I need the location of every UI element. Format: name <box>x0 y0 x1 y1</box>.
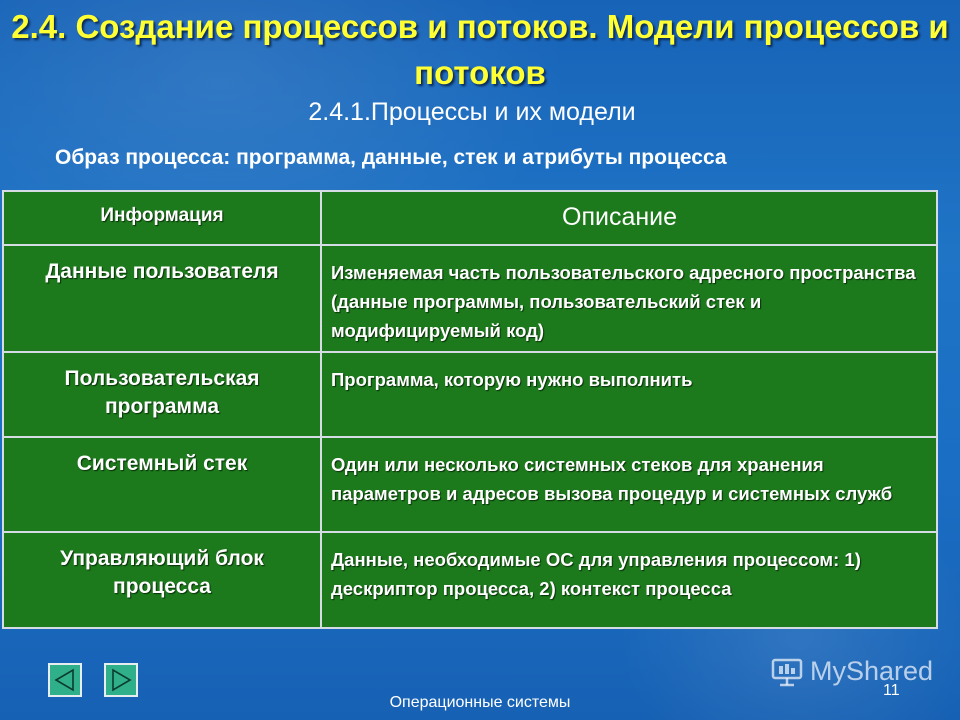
slide-subtitle: 2.4.1.Процессы и их модели <box>308 98 636 126</box>
slide-title: 2.4. Создание процессов и потоков. Модели процессов и потоков <box>11 8 949 91</box>
row-info-cell: Данные пользователя <box>3 245 321 352</box>
page-number: 11 <box>883 682 900 699</box>
row-desc-cell: Программа, которую нужно выполнить <box>321 352 937 437</box>
table-row <box>3 245 937 352</box>
process-image-table <box>2 190 938 629</box>
watermark <box>770 656 933 687</box>
table-row <box>3 352 937 437</box>
slide-caption: Образ процесса: программа, данные, стек и атрибуты процесса <box>55 146 727 169</box>
row-info-cell: Пользовательская программа <box>3 352 321 437</box>
triangle-right-icon <box>109 668 133 692</box>
header-information: Информация <box>3 191 321 245</box>
table-row <box>3 532 937 628</box>
header-description: Описание <box>321 191 937 245</box>
row-info-cell: Управляющий блок процесса <box>3 532 321 628</box>
next-slide-button[interactable] <box>104 663 138 697</box>
row-desc-cell: Данные, необходимые ОС для управления процессом: 1) дескриптор процесса, 2) контекст процесса <box>321 532 937 628</box>
footer-text: Операционные системы <box>389 694 571 711</box>
triangle-left-icon <box>53 668 77 692</box>
row-desc-cell: Изменяемая часть пользовательского адресного пространства (данные программы, пользовательский стек и модифицируемый код) <box>321 245 937 352</box>
table-header-row <box>3 191 937 245</box>
presentation-board-icon <box>770 657 804 687</box>
watermark-text: MyShared <box>810 656 934 686</box>
table-row <box>3 437 937 532</box>
row-desc-cell: Один или несколько системных стеков для хранения параметров и адресов вызова процедур и системных служб <box>321 437 937 532</box>
row-info-cell: Системный стек <box>3 437 321 532</box>
previous-slide-button[interactable] <box>48 663 82 697</box>
